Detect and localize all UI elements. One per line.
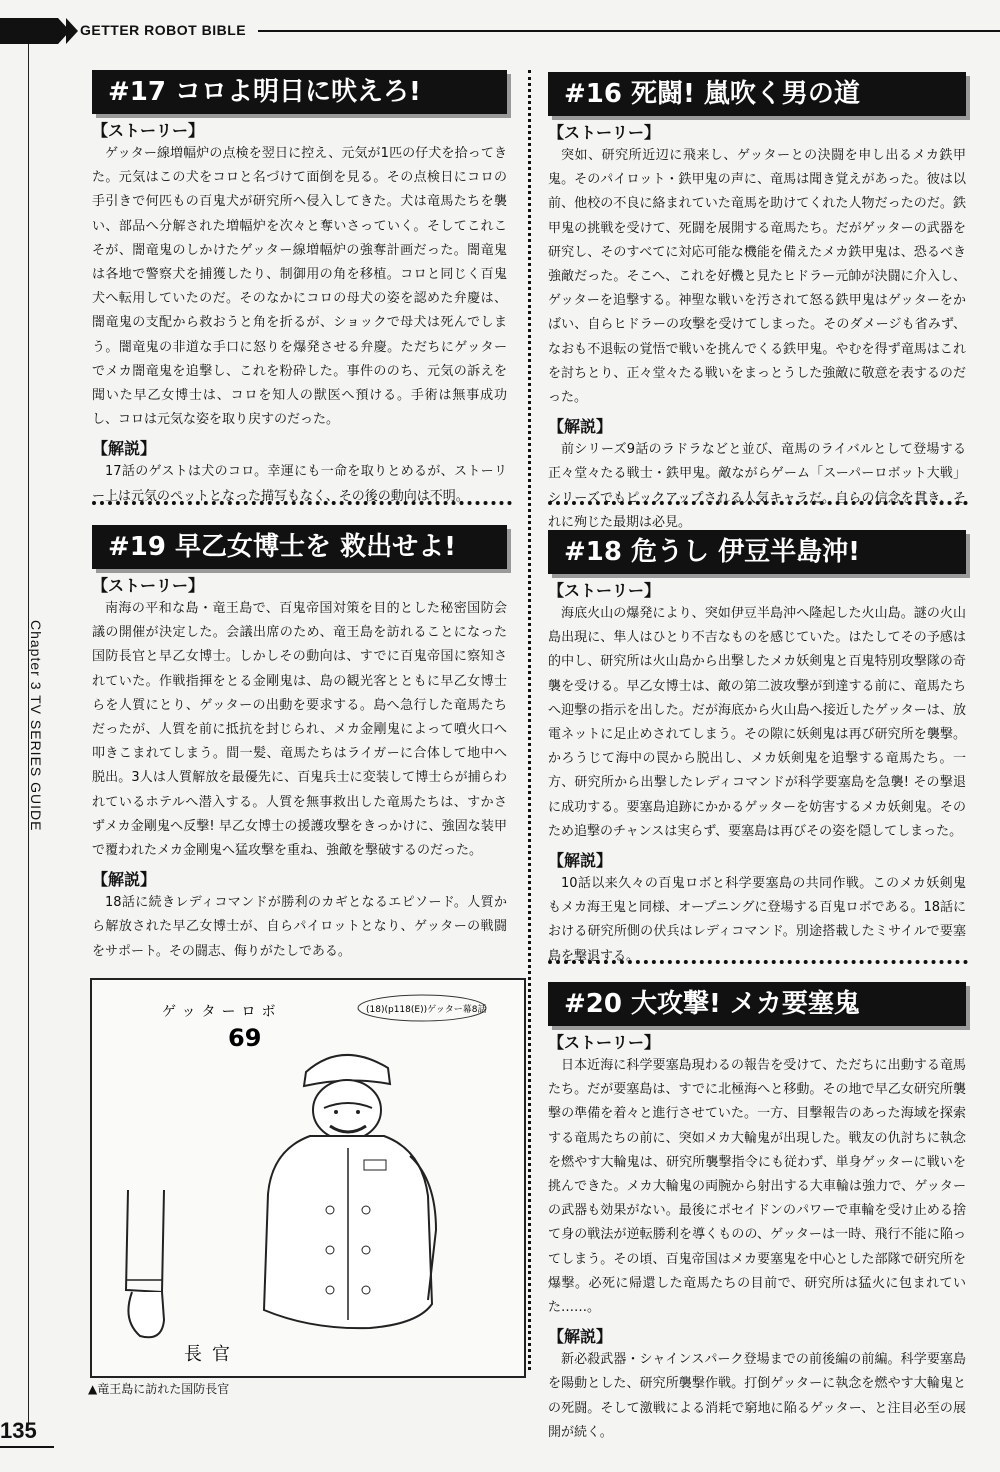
commentary-label: 【解説】	[92, 870, 157, 890]
episode-16	[548, 72, 966, 535]
sketch-header: ゲッターロボ	[162, 1004, 282, 1020]
header-block	[0, 18, 58, 44]
story-text: 南海の平和な島・竜王島で、百鬼帝国対策を目的とした秘密国防会議の開催が決定した。会議出席のため、竜王島を訪れることになった国防長官と早乙女博士。しかしその動向は、すでに百鬼帝国に察知されていた。作戦指揮をとる金剛鬼は、島の観光客とともに早乙女博士らを人質にとり、ゲッターの出動を要求する。島へ急行した竜馬たちだったが、人質を前に抵抗を封じられ、メカ金剛鬼によって噴火口へ叩きこまれてしまう。間一髪、竜馬たちはライガーに合体して地中へ脱出。3人は人質解放を最優先に、百鬼兵士に変装して博士らが捕らわれているホテルへ潜入する。人質を無事救出した竜馬たちは、すかさずメカ金剛鬼へ反撃! 早乙女博士の援護攻撃をきっかけに、強固な装甲で覆われたメカ金剛鬼へ猛攻撃を重ね、強敵を撃破するのだった。	[92, 601, 507, 859]
episode-19	[92, 525, 507, 964]
footer-rule	[0, 1446, 54, 1448]
page-number: 135	[0, 1418, 37, 1443]
commentary-text: 18話に続きレディコマンドが勝利のカギとなるエピソード。人質から解放された早乙女博士が、自らパイロットとなり、ゲッターの戦闘をサポート。その闘志、侮りがたしである。	[92, 895, 507, 959]
commentary-label: 【解説】	[548, 1327, 613, 1347]
story-label: 【ストーリー】	[548, 123, 661, 142]
episode-title: #19 早乙女博士を 救出せよ!	[92, 525, 507, 569]
dotted-divider	[548, 501, 968, 505]
episode-title: #16 死闘! 嵐吹く男の道	[548, 72, 966, 116]
episode-17	[92, 70, 507, 509]
header-chevron	[66, 18, 78, 44]
column-divider	[528, 70, 531, 1370]
chapter-label: Chapter 3 TV SERIES GUIDE	[28, 620, 44, 832]
dotted-divider	[92, 501, 512, 505]
sketch-number: 69	[228, 1024, 262, 1052]
commentary-text: 10話以来久々の百鬼ロボと科学要塞島の共同作戦。このメカ妖剣鬼もメカ海王鬼と同様、オープニングに登場する百鬼ロボである。18話における研究所側の伏兵はレディコマンド。別途搭載したミサイルで要塞島を撃退する。	[548, 876, 966, 964]
episode-title: #17 コロよ明日に吠えろ!	[92, 70, 507, 114]
hand-sketch	[128, 1292, 164, 1337]
book-title: GETTER ROBOT BIBLE	[80, 22, 247, 38]
illustration-caption: ▲竜王島に訪れた国防長官	[88, 1382, 230, 1396]
commentary-text: 17話のゲストは犬のコロ。幸運にも一命を取りとめるが、ストーリー上は元気のペットとなった描写もなく、その後の動向は不明。	[92, 464, 507, 504]
page-header	[0, 18, 1000, 44]
commentary-label: 【解説】	[92, 439, 157, 459]
commentary-label: 【解説】	[548, 851, 613, 871]
story-text: 日本近海に科学要塞島現わるの報告を受けて、ただちに出動する竜馬たち。だが要塞島は、すでに北極海へと移動。その地で早乙女研究所襲撃の準備を着々と進行させていた。一方、目撃報告のあった海域を探索する竜馬たちの前に、突如メカ大輪鬼が出現した。戦友の仇討ちに執念を燃やす大輪鬼は、研究所襲撃指令にも従わず、単身ゲッターに戦いを挑んできた。メカ大輪鬼の両腕から射出する大車輪は強力で、ゲッターの武器も効果がない。最後にポセイドンのパワーで車輪を受け止める捨て身の戦法が逆転勝利を導くものの、ゲッターは一時、飛行不能に陥ってしまう。その頃、百鬼帝国はメカ要塞鬼を中心とした部隊で研究所を爆撃。必死に帰還した竜馬たちの目前で、研究所は猛火に包まれていた……。	[548, 1058, 966, 1316]
story-label: 【ストーリー】	[92, 576, 205, 595]
character-sketch	[90, 978, 526, 1378]
commentary-text: 新必殺武器・シャインスパーク登場までの前後編の前編。科学要塞島を陽動とした、研究所襲撃作戦。打倒ゲッターに執念を燃やす大輪鬼との死闘。そして激戦による消耗で窮地に陥るゲッター、と注目必至の展開が続く。	[548, 1352, 966, 1440]
episode-title: #20 大攻撃! メカ要塞鬼	[548, 982, 966, 1026]
story-text: 海底火山の爆発により、突如伊豆半島沖へ隆起した火山島。謎の火山島出現に、隼人はひとり不吉なものを感じていた。はたしてその予感は的中し、研究所は火山島から出撃したメカ妖剣鬼と百鬼特別攻撃隊の奇襲を受ける。早乙女博士は、敵の第二波攻撃が到達する前に、竜馬たちへ迎撃の指示を出した。だが海底から火山島へ接近したゲッターは、放電ネットに足止めされてしまう。その隙に妖剣鬼は再び研究所を襲撃。かろうじて海中の罠から脱出し、メカ妖剣鬼を追撃する竜馬たち。一方、研究所から出撃したレディコマンドが科学要塞島を急襲! その撃退に成功する。要塞島追跡にかかるゲッターを妨害するメカ妖剣鬼。そのため追撃のチャンスは実らず、要塞島は再びその姿を隠してしまった。	[548, 606, 966, 839]
header-rule	[258, 30, 1000, 32]
sketch-note: (18)(p118(E))ゲッター幕8話	[366, 1005, 487, 1015]
episode-18	[548, 530, 966, 969]
medal-ribbon	[364, 1160, 386, 1170]
eye-shape	[356, 1110, 360, 1114]
story-label: 【ストーリー】	[548, 1033, 661, 1052]
episode-20	[548, 982, 966, 1445]
eye-shape	[334, 1110, 338, 1114]
story-label: 【ストーリー】	[548, 581, 661, 600]
story-text: ゲッター線増幅炉の点検を翌日に控え、元気が1匹の仔犬を拾ってきた。元気はこの犬をコロと名づけて面倒を見る。その点検日にコロの手引きで何匹もの百鬼犬が研究所へ侵入してきた。犬は竜馬たちを襲い、部品へ分解された増幅炉を次々と奪いさっていく。そしてこれこそが、闇竜鬼のしかけたゲッター線増幅炉の強奪計画だった。闇竜鬼は各地で警察犬を捕獲したり、制御用の角を移植。コロと同じく百鬼犬へ転用していたのだ。そのなかにコロの母犬の姿を認めた弁慶は、闇竜鬼の支配から救おうと角を折るが、ショックで母犬は死んでしまう。闇竜鬼の非道な手口に怒りを爆発させる弁慶。ただちにゲッターでメカ闇竜鬼を追撃し、これを粉砕した。事件ののち、元気の訴えを聞いた早乙女博士は、コロを知人の獣医へ預ける。手術は無事成功し、コロは元気な姿を取り戻すのだった。	[92, 146, 507, 428]
sleeve-sketch	[126, 1190, 164, 1292]
story-text: 突如、研究所近辺に飛来し、ゲッターとの決闘を申し出るメカ鉄甲鬼。そのパイロット・鉄甲鬼の声に、竜馬は聞き覚えがあった。彼は以前、他校の不良に絡まれていた竜馬を助けてくれた人物だったのだ。鉄甲鬼の挑戦を受けて、死闘を展開する竜馬たち。だがゲッターの武器を研究し、そのすべてに対応可能な機能を備えたメカ鉄甲鬼は、恐るべき強敵だった。そこへ、これを好機と見たヒドラー元帥が決闘に介入し、ゲッターを追撃する。神聖な戦いを汚されて怒る鉄甲鬼はゲッターをかばい、自らヒドラーの攻撃を受けてしまった。そのダメージも省みず、なおも不退転の覚悟で戦いを挑んでくる鉄甲鬼。やむを得ず竜馬はこれを討ちとり、正々堂々たる戦いをまっとうした強敵に敬意を表するのだった。	[548, 148, 966, 406]
commentary-label: 【解説】	[548, 417, 613, 437]
story-label: 【ストーリー】	[92, 121, 205, 140]
sketch-character-label: 長官	[184, 1344, 240, 1365]
commentary-text: 前シリーズ9話のラドラなどと並び、竜馬のライバルとして登場する正々堂々たる戦士・鉄甲鬼。敵ながらゲーム「スーパーロボット大戦」シリーズでもピックアップされる人気キャラだ。自らの信念を貫き、それに殉じた最期は必見。	[548, 442, 966, 530]
episode-title: #18 危うし 伊豆半島沖!	[548, 530, 966, 574]
